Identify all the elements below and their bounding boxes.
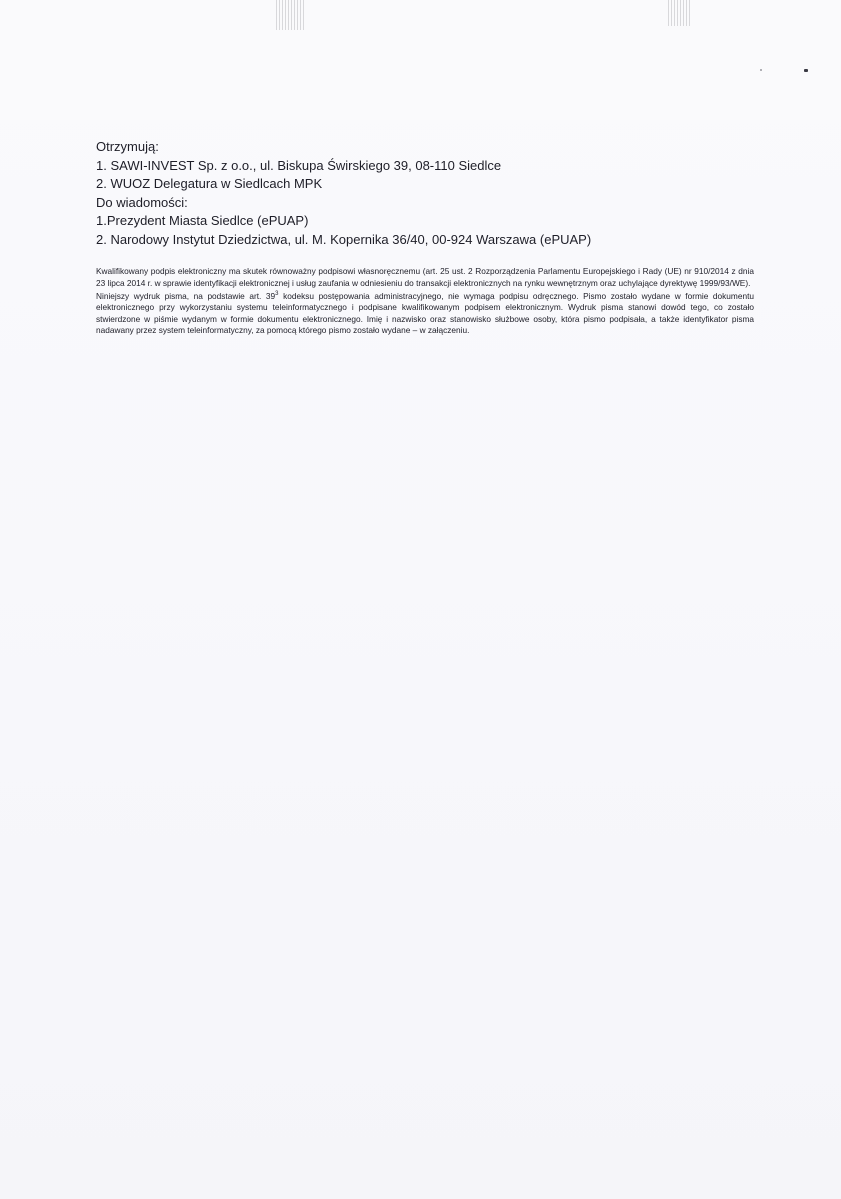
- recipient-item: 2. WUOZ Delegatura w Siedlcach MPK: [96, 176, 323, 191]
- scan-speck: [760, 69, 762, 71]
- cc-item: 1.Prezydent Miasta Siedlce (ePUAP): [96, 213, 309, 228]
- signature-notice: Kwalifikowany podpis elektroniczny ma skutek równoważny podpisowi własnoręcznemu (art. 25 ust. 2 Rozporządzenia Parlamentu Europejskiego i Rady (UE) nr 910/2014 z dnia 23 lipca 2014 r. w sprawie identyfikacji elektronicznej i usług zaufania w odniesieniu do transakcji elektronicznych na rynku wewnętrznym oraz uchylające dyrektywę 1999/93/WE).: [96, 266, 754, 288]
- recipient-item: 1. SAWI-INVEST Sp. z o.o., ul. Biskupa Świrskiego 39, 08-110 Siedlce: [96, 157, 502, 173]
- scan-artifact: [276, 0, 306, 30]
- printout-notice-rest: kodeksu postępowania administracyjnego, nie wymaga podpisu odręcznego. Pismo zostało wydane w formie dokumentu elektronicznego przy wykorzystaniu systemu teleinformatycznego i podpisane kwalifikowanym podpisem elektronicznym. Wydruk pisma stanowi dowód tego, co zostało stwierdzone w piśmie wydanym w formie dokumentu elektronicznego. Imię i nazwisko oraz stanowisko służbowe osoby, która pismo podpisała, a także identyfikator pisma nadawany przez system teleinformatyczny, za pomocą którego pismo zostało wydane – w załączeniu.: [96, 290, 754, 336]
- cc-item: 2. Narodowy Instytut Dziedzictwa, ul. M. Kopernika 36/40, 00-924 Warszawa (ePUAP): [96, 231, 592, 247]
- cc-heading: Do wiadomości:: [96, 194, 188, 210]
- scan-speck: [804, 69, 808, 72]
- printout-notice: [96, 289, 754, 337]
- printout-notice-start: Niniejszy wydruk pisma, na podstawie art. 39: [96, 290, 276, 301]
- recipients-block: [96, 138, 591, 249]
- recipients-heading: Otrzymują:: [96, 139, 159, 154]
- scan-artifact: [668, 0, 692, 26]
- article-superscript: 3: [275, 291, 279, 297]
- legal-notice: [96, 266, 754, 337]
